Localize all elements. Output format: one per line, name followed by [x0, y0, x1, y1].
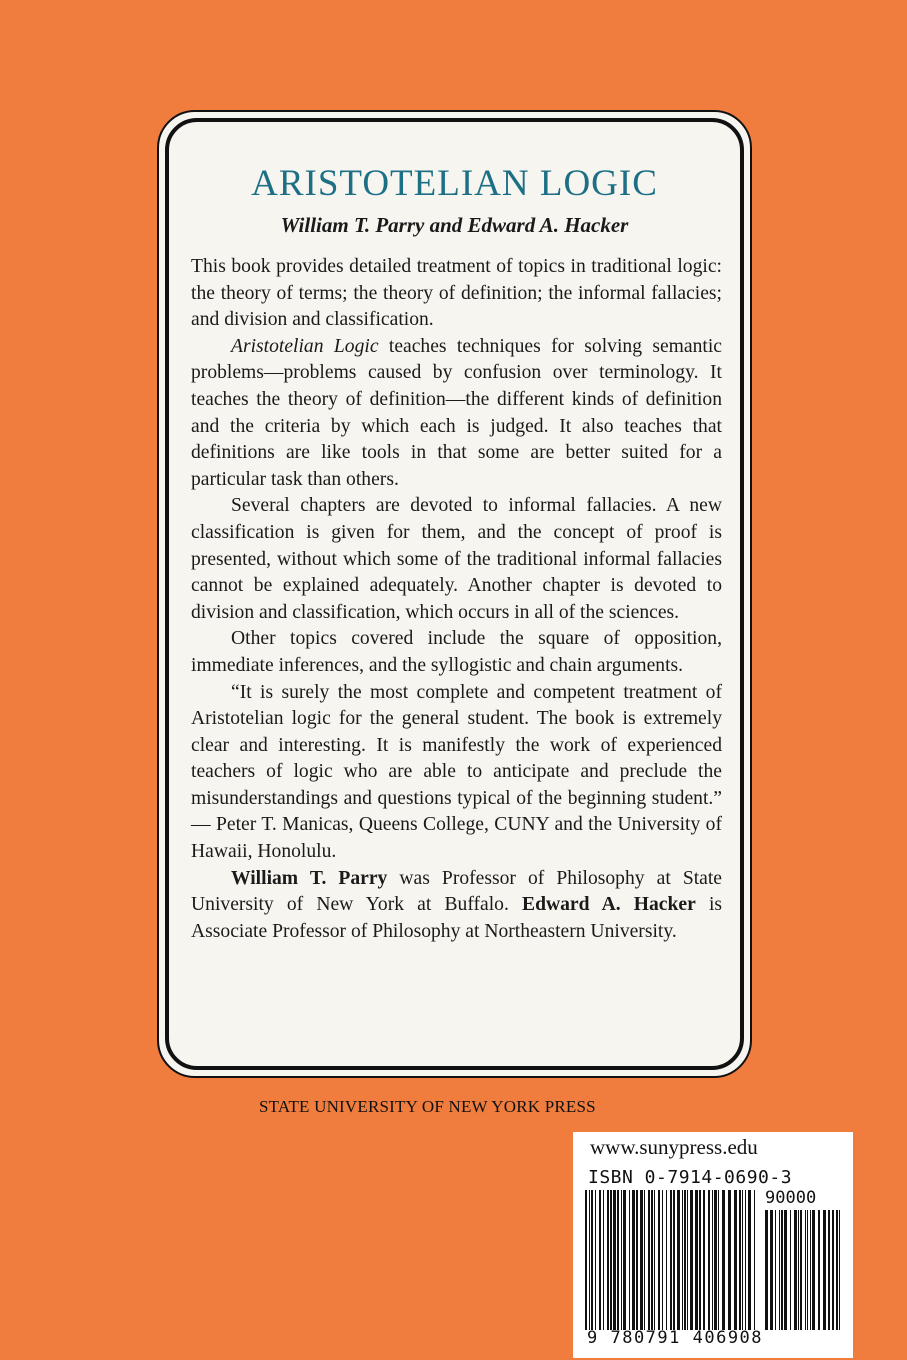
ean-barcode [585, 1190, 757, 1330]
publisher-website: www.sunypress.edu [590, 1135, 758, 1159]
barcode-bar [836, 1210, 838, 1330]
barcode-bar [599, 1190, 601, 1330]
barcode-bar [662, 1190, 663, 1330]
barcode-bar [677, 1190, 680, 1330]
barcode-bar [703, 1190, 705, 1330]
barcode-bar [682, 1190, 683, 1330]
barcode-bar [779, 1210, 780, 1330]
barcode-bar [718, 1190, 719, 1330]
barcode-bar [712, 1190, 713, 1330]
book-title: ARISTOTELIAN LOGIC [251, 163, 658, 204]
barcode-bar [818, 1210, 820, 1330]
barcode-bar [617, 1190, 619, 1330]
blurb-paragraph-2 [191, 334, 722, 494]
barcode-bar [775, 1210, 776, 1330]
author-name-1: William T. Parry [231, 867, 388, 889]
barcode-bar [728, 1190, 731, 1330]
barcode-bar [595, 1190, 596, 1330]
book-title-italic: Aristotelian Logic [231, 335, 379, 357]
barcode-bar [621, 1190, 622, 1330]
barcode-bar [684, 1190, 686, 1330]
barcode-bar [739, 1190, 741, 1330]
author-bios [191, 866, 722, 946]
barcode-bar [690, 1190, 693, 1330]
barcode-bar [640, 1190, 643, 1330]
barcode-bar [798, 1210, 799, 1330]
barcode-bar [832, 1210, 834, 1330]
barcode-bar [658, 1190, 660, 1330]
barcode-bar [589, 1190, 590, 1330]
barcode-bar [673, 1190, 675, 1330]
barcode-bar [807, 1210, 808, 1330]
back-cover-panel [157, 110, 752, 1078]
blurb-paragraph-3: Several chapters are devoted to informal fallacies. A new classification is given for them, and the concept of proof is presented, without which some of the traditional informal fallacies cannot be explained adequately. Another chapter is devoted to division and classification, which occurs in all of the sciences. [191, 495, 722, 623]
barcode-bar [607, 1190, 609, 1330]
author-bio-text-2: is Associate Professor of Philosophy at Northeastern University. [191, 894, 723, 942]
barcode-bar [585, 1190, 587, 1330]
barcode-bar [765, 1210, 768, 1330]
ean-number: 9 780791 406908 [587, 1328, 764, 1348]
barcode-bar [754, 1190, 755, 1330]
barcode-bar [603, 1190, 604, 1330]
barcode-bar [794, 1210, 797, 1330]
barcode-bar [734, 1190, 737, 1330]
isbn-label: ISBN 0-7914-0690-3 [588, 1167, 793, 1188]
barcode-bar [800, 1210, 802, 1330]
publisher-name: STATE UNIVERSITY OF NEW YORK PRESS [259, 1097, 596, 1116]
barcode-bar [781, 1210, 783, 1330]
barcode-bar [654, 1190, 655, 1330]
barcode-bar [644, 1190, 645, 1330]
blurb-paragraph-2-text: teaches techniques for solving semantic problems—problems caused by confusion over terminology. It teaches the theory of definition—the different kinds of definition and the criteria by which each is judged. It also teaches that definitions are like tools in that some are better suited for a particular task than others. [191, 335, 722, 490]
barcode-bar [687, 1190, 688, 1330]
review-quote: “It is surely the most complete and competent treatment of Aristotelian logic for the general student. The book is extremely clear and interesting. It is manifestly the work of experienced teachers of logic who are able to anticipate and preclude the misunderstandings and questions typical of the beginning student.” — Peter T. Manicas, Queens College, CUNY and the University of Hawaii, Honolulu. [191, 681, 722, 863]
barcode-bar [745, 1190, 746, 1330]
barcode-bar [695, 1190, 698, 1330]
book-authors: William T. Parry and Edward A. Hacker [280, 213, 629, 237]
barcode-bar [636, 1190, 638, 1330]
addon-barcode [765, 1210, 843, 1330]
barcode-bar [770, 1210, 773, 1330]
barcode-bar [823, 1210, 826, 1330]
barcode-bar [812, 1210, 815, 1330]
barcode-bar [623, 1190, 626, 1330]
panel-inner-border [165, 118, 744, 1070]
barcode-bar [784, 1210, 787, 1330]
barcode-bar [610, 1190, 612, 1330]
barcode-bar [828, 1210, 830, 1330]
barcode-bar [722, 1190, 725, 1330]
barcode-bar [613, 1190, 616, 1330]
barcode-bar [670, 1190, 672, 1330]
blurb-paragraph-4: Other topics covered include the square of opposition, immediate inferences, and the syllogistic and chain arguments. [191, 628, 722, 676]
author-name-2: Edward A. Hacker [522, 894, 696, 916]
barcode-box [573, 1132, 853, 1358]
barcode-bar [591, 1190, 593, 1330]
barcode-bar [629, 1190, 630, 1330]
barcode-bar [648, 1190, 650, 1330]
barcode-bar [839, 1210, 840, 1330]
barcode-bar [742, 1190, 743, 1330]
author-bio-text-1: was Professor of Philosophy at State University of New York at Buffalo. [191, 867, 722, 916]
barcode-bar [714, 1190, 717, 1330]
blurb-paragraph-1: This book provides detailed treatment of topics in traditional logic: the theory of terms; the theory of definition; the informal fallacies; and division and classification. [191, 256, 722, 331]
barcode-bar [790, 1210, 791, 1330]
blurb-text [191, 254, 722, 945]
price-code: 90000 [765, 1188, 817, 1208]
barcode-bar [748, 1190, 751, 1330]
barcode-bar [666, 1190, 667, 1330]
barcode-bar [699, 1190, 701, 1330]
barcode-bar [810, 1210, 811, 1330]
barcode-bar [805, 1210, 806, 1330]
barcode-bar [708, 1190, 710, 1330]
barcode-bar [651, 1190, 653, 1330]
barcode-bar [632, 1190, 635, 1330]
